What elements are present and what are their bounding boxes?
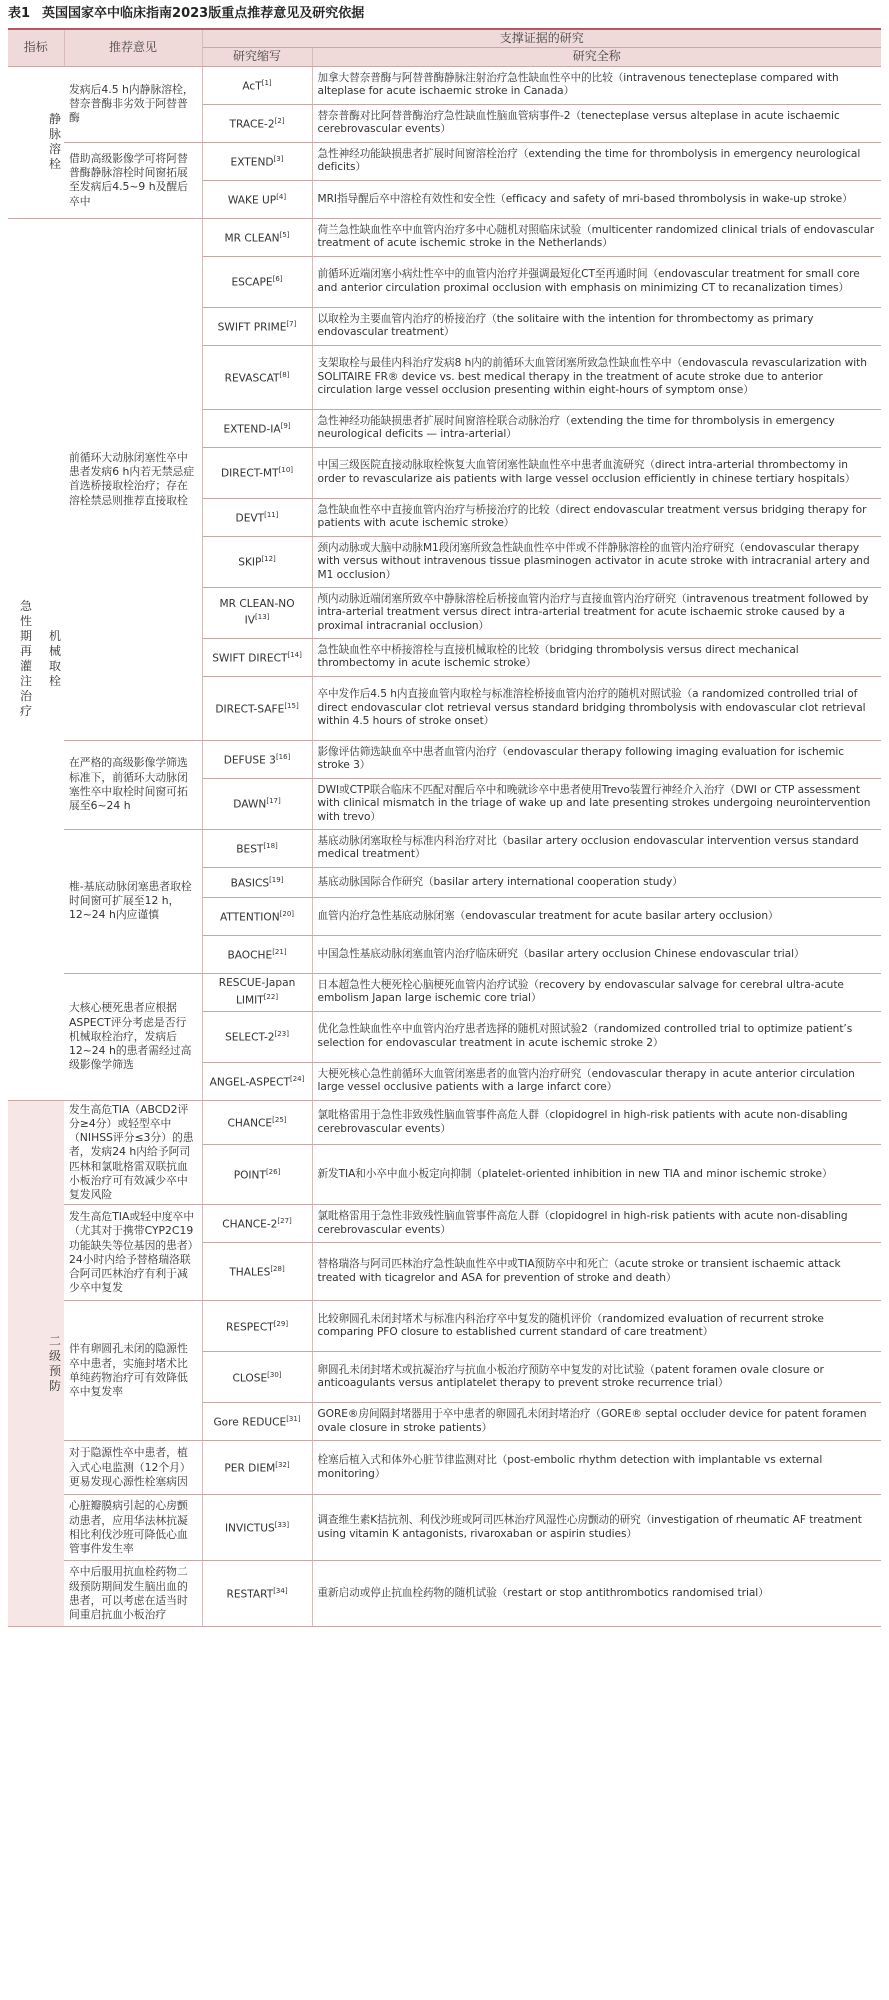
study-abbr: MR CLEAN-NO IV[13]: [202, 587, 312, 638]
study-full: 比较卵圆孔未闭封堵术与标准内科治疗卒中复发的随机评价（randomized evaluation of recurrent stroke comparing PFO closure to established current standard of care treatment）: [312, 1301, 881, 1352]
study-abbr: TRACE-2[2]: [202, 104, 312, 142]
study-abbr: ATTENTION[20]: [202, 897, 312, 935]
header-indicator: 指标: [8, 29, 64, 66]
study-abbr: DAWN[17]: [202, 778, 312, 829]
recommendation-5: 椎-基底动脉闭塞患者取栓时间窗可扩展至12 h，12~24 h内应谨慎: [64, 829, 202, 973]
study-full: 栓塞后植入式和体外心脏节律监测对比（post-embolic rhythm detection with implantable vs external monitoring）: [312, 1441, 881, 1495]
study-abbr: BAOCHE[21]: [202, 935, 312, 973]
study-full: 基底动脉国际合作研究（basilar artery international cooperation study）: [312, 867, 881, 897]
study-full: 以取栓为主要血管内治疗的桥接治疗（the solitaire with the intention for thrombectomy as primary endovascular treatment）: [312, 307, 881, 345]
study-abbr: AcT[1]: [202, 66, 312, 104]
study-abbr: DEFUSE 3[16]: [202, 740, 312, 778]
study-full: 氯吡格雷用于急性非致残性脑血管事件高危人群（clopidogrel in high-risk patients with acute non-disabling cerebrovascular events）: [312, 1100, 881, 1145]
study-full: 急性缺血性卒中直接血管内治疗与桥接治疗的比较（direct endovascular treatment versus bridging therapy for patients with acute ischemic stroke）: [312, 498, 881, 536]
recommendation-8: 发生高危TIA或轻中度卒中（尤其对于携带CYP2C19功能缺失等位基因的患者）24小时内给予替格瑞洛联合阿司匹林治疗有利于减少卒中复发: [64, 1205, 202, 1301]
study-full: 颈内动脉或大脑中动脉M1段闭塞所致急性缺血性卒中伴或不伴静脉溶栓的血管内治疗研究（endovascular therapy with versus without intravenous tissue plasminogen activator in acute stroke with intracranial artery and M1 occlusion）: [312, 536, 881, 587]
recommendation-7: 发生高危TIA（ABCD2评分≥4分）或轻型卒中（NIHSS评分≤3分）的患者，发病24 h内给予阿司匹林和氯吡格雷双联抗血小板治疗可有效减少卒中复发风险: [64, 1100, 202, 1204]
table-number: 表1: [8, 6, 31, 21]
study-abbr: SWIFT DIRECT[14]: [202, 638, 312, 676]
table-caption: 英国国家卒中临床指南2023版重点推荐意见及研究依据: [42, 6, 365, 21]
study-abbr: ANGEL-ASPECT[24]: [202, 1062, 312, 1100]
study-abbr: BASICS[19]: [202, 867, 312, 897]
recommendation-12: 卒中后服用抗血栓药物二级预防期间发生脑出血的患者，可以考虑在适当时间重启抗血小板治疗: [64, 1561, 202, 1627]
study-abbr: EXTEND[3]: [202, 142, 312, 180]
section-mt: 机 械 取 栓: [44, 218, 64, 1100]
study-full: GORE®房间隔封堵器用于卒中患者的卵圆孔未闭封堵治疗（GORE® septal occluder device for patent foramen ovale closure in stroke patients）: [312, 1403, 881, 1441]
study-abbr: PER DIEM[32]: [202, 1441, 312, 1495]
study-full: 急性神经功能缺损患者扩展时间窗溶栓联合动脉治疗（extending the time for thrombolysis in emergency neurological deficits — intra-arterial）: [312, 409, 881, 447]
study-full: MRI指导醒后卒中溶栓有效性和安全性（efficacy and safety of mri-based thrombolysis in wake-up stroke）: [312, 180, 881, 218]
study-full: 基底动脉闭塞取栓与标准内科治疗对比（basilar artery occlusion endovascular intervention versus standard medical treatment）: [312, 829, 881, 867]
study-abbr: CHANCE-2[27]: [202, 1205, 312, 1243]
study-abbr: MR CLEAN[5]: [202, 218, 312, 256]
header-abbr: 研究缩写: [202, 48, 312, 66]
study-full: 大梗死核心急性前循环大血管闭塞患者的血管内治疗研究（endovascular therapy in acute anterior circulation large vessel occlusive patients with a large infarct core）: [312, 1062, 881, 1100]
study-abbr: DIRECT-SAFE[15]: [202, 676, 312, 740]
study-abbr: CLOSE[30]: [202, 1352, 312, 1403]
study-full: 急性缺血性卒中桥接溶栓与直接机械取栓的比较（bridging thrombolysis versus direct mechanical thrombectomy in acute ischemic stroke）: [312, 638, 881, 676]
study-full: 中国急性基底动脉闭塞血管内治疗临床研究（basilar artery occlusion Chinese endovascular trial）: [312, 935, 881, 973]
section-ivt: 静 脉 溶 栓: [44, 66, 64, 218]
section-ivt-spacer: [8, 66, 44, 218]
study-full: 中国三级医院直接动脉取栓恢复大血管闭塞性缺血性卒中患者血流研究（direct intra-arterial thrombectomy in order to revascularize ais patients with large vessel occlusion efficiently in chinese tertiary hospitals）: [312, 447, 881, 498]
study-abbr: CHANCE[25]: [202, 1100, 312, 1145]
study-full: 日本超急性大梗死栓心脑梗死血管内治疗试验（recovery by endovascular salvage for cerebral ultra-acute embolism Japan large ischemic core trial）: [312, 973, 881, 1011]
recommendation-4: 在严格的高级影像学筛选标准下，前循环大动脉闭塞性卒中取栓时间窗可拓展至6~24 h: [64, 740, 202, 829]
study-abbr: SKIP[12]: [202, 536, 312, 587]
study-full: 替奈普酶对比阿替普酶治疗急性缺血性脑血管病事件-2（tenecteplase versus alteplase in acute ischaemic cerebrovascular events）: [312, 104, 881, 142]
study-full: 前循环近端闭塞小病灶性卒中的血管内治疗并强调最短化CT至再通时间（endovascular treatment for small core and anterior circulation proximal occlusion with emphasis on minimizing CT to recanalization times）: [312, 256, 881, 307]
study-abbr: ESCAPE[6]: [202, 256, 312, 307]
study-full: 颅内动脉近端闭塞所致卒中静脉溶栓后桥接血管内治疗与直接血管内治疗研究（intravenous treatment followed by intra-arterial treatment versus direct intra-arterial treatment for acute ischaemic stroke caused by a proximal intracranial occlusion）: [312, 587, 881, 638]
study-abbr: RESCUE-Japan LIMIT[22]: [202, 973, 312, 1011]
header-fullname: 研究全称: [312, 48, 881, 66]
study-full: 卵圆孔未闭封堵术或抗凝治疗与抗血小板治疗预防卒中复发的对比试验（patent foramen ovale closure or anticoagulants versus antiplatelet therapy to prevent stroke recurrence trial）: [312, 1352, 881, 1403]
study-abbr: BEST[18]: [202, 829, 312, 867]
study-full: 支架取栓与最佳内科治疗发病8 h内的前循环大血管闭塞所致急性缺血性卒中（endovascula revascularization with SOLITAIRE FR® device vs. best medical therapy in the treatment of acute stroke due to anterior circulation large vessel occlusion presenting within eight-hours of symptom onse）: [312, 345, 881, 409]
header-recommendation: 推荐意见: [64, 29, 202, 66]
study-abbr: Gore REDUCE[31]: [202, 1403, 312, 1441]
study-abbr: POINT[26]: [202, 1145, 312, 1205]
study-full: 影像评估筛选缺血卒中患者血管内治疗（endovascular therapy following imaging evaluation for ischemic stroke 3）: [312, 740, 881, 778]
study-abbr: DEVT[11]: [202, 498, 312, 536]
study-full: 重新启动或停止抗血栓药物的随机试验（restart or stop antithrombotics randomised trial）: [312, 1561, 881, 1627]
recommendation-10: 对于隐源性卒中患者，植入式心电监测（12个月）更易发现心源性栓塞病因: [64, 1441, 202, 1495]
study-full: 血管内治疗急性基底动脉闭塞（endovascular treatment for acute basilar artery occlusion）: [312, 897, 881, 935]
recommendation-6: 大核心梗死患者应根据ASPECT评分考虑是否行机械取栓治疗，发病后12~24 h的患者需经过高级影像学筛选: [64, 973, 202, 1100]
study-abbr: THALES[28]: [202, 1243, 312, 1301]
section-secondary: 二 级 预 防: [44, 1100, 64, 1626]
study-full: 荷兰急性缺血性卒中血管内治疗多中心随机对照临床试验（multicenter randomized clinical trials of endovascular treatment of acute ischemic stroke in the Netherlands）: [312, 218, 881, 256]
study-abbr: WAKE UP[4]: [202, 180, 312, 218]
section-secondary-spacer: [8, 1100, 44, 1626]
recommendation-2: 借助高级影像学可将阿替普酶静脉溶栓时间窗拓展至发病后4.5~9 h及醒后卒中: [64, 142, 202, 218]
study-abbr: EXTEND-IA[9]: [202, 409, 312, 447]
recommendation-11: 心脏瓣膜病引起的心房颤动患者，应用华法林抗凝相比利伐沙班可降低心血管事件发生率: [64, 1495, 202, 1561]
study-full: DWI或CTP联合临床不匹配对醒后卒中和晚就诊卒中患者使用Trevo装置行神经介入治疗（DWI or CTP assessment with clinical mismatch in the triage of wake up and late presenting strokes undergoing neurointervention with trevo）: [312, 778, 881, 829]
section-acute: 急 性 期 再 灌 注 治 疗: [8, 218, 44, 1100]
study-abbr: RESPECT[29]: [202, 1301, 312, 1352]
study-abbr: REVASCAT[8]: [202, 345, 312, 409]
study-full: 卒中发作后4.5 h内直接血管内取栓与标准溶栓桥接血管内治疗的随机对照试验（a randomized controlled trial of direct endovascular clot retrieval versus standard bridging thrombolysis with endovascular clot retrieval within 4.5 hours of stroke onset）: [312, 676, 881, 740]
study-abbr: DIRECT-MT[10]: [202, 447, 312, 498]
study-full: 急性神经功能缺损患者扩展时间窗溶栓治疗（extending the time for thrombolysis in emergency neurological deficits）: [312, 142, 881, 180]
header-support: 支撑证据的研究: [202, 29, 881, 48]
study-full: 调查维生素K拮抗剂、利伐沙班或阿司匹林治疗风湿性心房颤动的研究（investigation of rheumatic AF treatment using vitamin K antagonists, rivaroxaban or aspirin studies）: [312, 1495, 881, 1561]
study-abbr: INVICTUS[33]: [202, 1495, 312, 1561]
table-title: [0, 0, 889, 28]
study-full: 优化急性缺血性卒中血管内治疗患者选择的随机对照试验2（randomized controlled trial to optimize patient’s selection for endovascular treatment in acute ischemic stroke 2）: [312, 1011, 881, 1062]
recommendation-table: [8, 28, 881, 1627]
study-abbr: RESTART[34]: [202, 1561, 312, 1627]
study-full: 氯吡格雷用于急性非致残性脑血管事件高危人群（clopidogrel in high-risk patients with acute non-disabling cerebrovascular events）: [312, 1205, 881, 1243]
recommendation-9: 伴有卵圆孔未闭的隐源性卒中患者，实施封堵术比单纯药物治疗可有效降低卒中复发率: [64, 1301, 202, 1441]
study-full: 加拿大替奈普酶与阿替普酶静脉注射治疗急性缺血性卒中的比较（intravenous tenecteplase compared with alteplase for acute ischaemic stroke in Canada）: [312, 66, 881, 104]
recommendation-3: 前循环大动脉闭塞性卒中患者发病6 h内若无禁忌症首选桥接取栓治疗；存在溶栓禁忌则推荐直接取栓: [64, 218, 202, 740]
recommendation-1: 发病后4.5 h内静脉溶栓，替奈普酶非劣效于阿替普酶: [64, 66, 202, 142]
study-abbr: SWIFT PRIME[7]: [202, 307, 312, 345]
study-abbr: SELECT-2[23]: [202, 1011, 312, 1062]
study-full: 替格瑞洛与阿司匹林治疗急性缺血性卒中或TIA预防卒中和死亡（acute stroke or transient ischaemic attack treated with ticagrelor and ASA for prevention of stroke and death）: [312, 1243, 881, 1301]
study-full: 新发TIA和小卒中血小板定向抑制（platelet-oriented inhibition in new TIA and minor ischemic stroke）: [312, 1145, 881, 1205]
